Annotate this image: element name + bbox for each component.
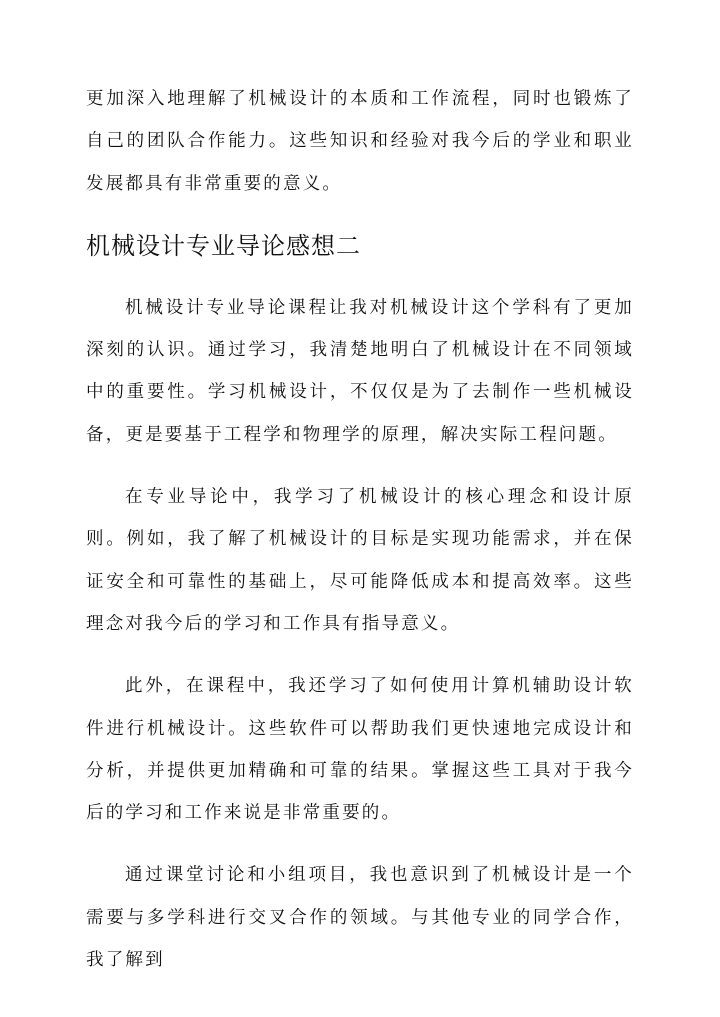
paragraph-4: 通过课堂讨论和小组项目，我也意识到了机械设计是一个需要与多学科进行交叉合作的领域。与其他专业的同学合作，我了解到 bbox=[86, 865, 634, 971]
paragraph-1: 机械设计专业导论课程让我对机械设计这个学科有了更加深刻的认识。通过学习，我清楚地明白了机械设计在不同领域中的重要性。学习机械设计，不仅仅是为了去制作一些机械设备，更是要基于工程学和物理学的原理，解决实际工程问题。 bbox=[86, 297, 634, 445]
paragraph-3: 此外，在课程中，我还学习了如何使用计算机辅助设计软件进行机械设计。这些软件可以帮助我们更快速地完成设计和分析，并提供更加精确和可靠的结果。掌握这些工具对于我今后的学习和工作来说是非常重要的。 bbox=[86, 676, 634, 824]
section-heading: 机械设计专业导论感想二 bbox=[86, 231, 361, 260]
document-page bbox=[86, 78, 634, 981]
paragraph-2: 在专业导论中，我学习了机械设计的核心理念和设计原则。例如，我了解了机械设计的目标是实现功能需求，并在保证安全和可靠性的基础上，尽可能降低成本和提高效率。这些理念对我今后的学习和工作具有指导意义。 bbox=[86, 487, 634, 634]
paragraph-continuation: 更加深入地理解了机械设计的本质和工作流程，同时也锻炼了自己的团队合作能力。这些知识和经验对我今后的学业和职业发展都具有非常重要的意义。 bbox=[86, 89, 634, 194]
